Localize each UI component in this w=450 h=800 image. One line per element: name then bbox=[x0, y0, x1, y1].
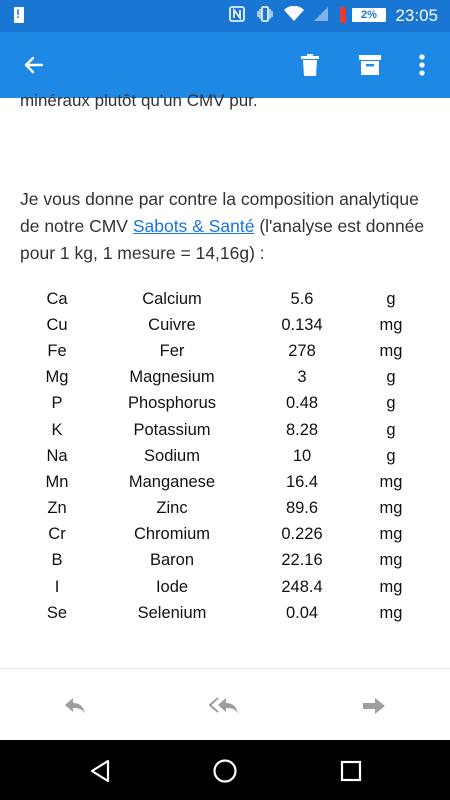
element-name: Zinc bbox=[156, 499, 188, 518]
element-unit: mg bbox=[379, 603, 403, 622]
table-row bbox=[20, 522, 428, 548]
element-unit: mg bbox=[379, 499, 403, 518]
element-name: Chromium bbox=[133, 525, 211, 544]
element-name: Manganese bbox=[128, 472, 216, 491]
archive-button[interactable] bbox=[352, 47, 388, 83]
signal-icon bbox=[312, 6, 330, 24]
element-unit: g bbox=[386, 368, 396, 387]
element-symbol: I bbox=[54, 577, 60, 596]
element-value: 0.48 bbox=[285, 394, 319, 413]
table-row bbox=[20, 365, 428, 391]
battery-alert-icon bbox=[340, 7, 346, 23]
table-row bbox=[20, 469, 428, 495]
element-unit: g bbox=[386, 446, 396, 465]
paragraph-text-start: Je vous donne par contre la composition analytique de notre CMV bbox=[20, 189, 419, 236]
element-name: Potassium bbox=[133, 420, 211, 439]
element-name: Sodium bbox=[144, 446, 200, 465]
table-row bbox=[20, 338, 428, 364]
element-value: 0.04 bbox=[285, 603, 319, 622]
status-bar bbox=[0, 0, 450, 32]
element-name: Phosphorus bbox=[127, 394, 217, 413]
element-value: 10 bbox=[292, 446, 312, 465]
element-value: 89.6 bbox=[285, 499, 319, 518]
alert-icon bbox=[14, 7, 24, 23]
element-symbol: P bbox=[51, 394, 63, 413]
paragraph-text-end: (l'analyse est donnée pour 1 kg, 1 mesure = 14,16g) : bbox=[20, 216, 425, 263]
nfc-icon bbox=[228, 6, 246, 24]
element-unit: g bbox=[386, 394, 396, 413]
element-symbol: Mn bbox=[45, 472, 69, 491]
composition-table bbox=[20, 286, 428, 626]
reply-button[interactable] bbox=[55, 690, 95, 722]
element-name: Magnesium bbox=[129, 368, 215, 387]
navigation-bar bbox=[0, 740, 450, 800]
element-value: 3 bbox=[297, 368, 307, 387]
delete-button[interactable] bbox=[292, 47, 328, 83]
trash-icon bbox=[300, 54, 320, 76]
element-value: 22.16 bbox=[281, 551, 323, 570]
element-name: Cuivre bbox=[148, 315, 196, 334]
wifi-icon bbox=[284, 6, 302, 24]
clock: 23:05 bbox=[395, 6, 438, 25]
table-row bbox=[20, 391, 428, 417]
element-symbol: Mg bbox=[45, 368, 69, 387]
reply-icon bbox=[63, 696, 87, 716]
arrow-left-icon bbox=[22, 53, 46, 77]
element-symbol: K bbox=[51, 420, 63, 439]
divider bbox=[0, 668, 450, 669]
element-symbol: Cr bbox=[48, 525, 66, 544]
element-unit: mg bbox=[379, 341, 403, 360]
element-symbol: Na bbox=[46, 446, 68, 465]
element-name: Selenium bbox=[137, 603, 207, 622]
element-unit: mg bbox=[379, 315, 403, 334]
home-circle-icon bbox=[212, 758, 238, 784]
table-row bbox=[20, 600, 428, 626]
status-icons bbox=[228, 6, 330, 24]
forward-button[interactable] bbox=[354, 690, 394, 722]
element-name: Iode bbox=[155, 577, 189, 596]
nav-back-button[interactable] bbox=[85, 756, 115, 786]
nav-recents-button[interactable] bbox=[336, 756, 366, 786]
element-value: 0.226 bbox=[281, 525, 323, 544]
element-value: 278 bbox=[288, 341, 316, 360]
element-symbol: Fe bbox=[47, 341, 67, 360]
element-name: Calcium bbox=[142, 289, 202, 308]
partial-text-line: minéraux plutôt qu'un CMV pur. bbox=[20, 91, 258, 110]
element-unit: mg bbox=[379, 577, 403, 596]
more-vertical-icon bbox=[419, 54, 425, 76]
element-unit: mg bbox=[379, 525, 403, 544]
element-unit: mg bbox=[379, 551, 403, 570]
element-symbol: Se bbox=[46, 603, 68, 622]
more-options-button[interactable] bbox=[404, 47, 440, 83]
battery-indicator: 2% bbox=[352, 8, 386, 22]
reply-all-icon bbox=[209, 696, 241, 716]
message-actions bbox=[0, 680, 450, 732]
sabots-sante-link[interactable]: Sabots & Santé bbox=[132, 216, 255, 236]
table-row bbox=[20, 417, 428, 443]
table-row bbox=[20, 312, 428, 338]
table-row bbox=[20, 286, 428, 312]
reply-all-button[interactable] bbox=[205, 690, 245, 722]
element-unit: g bbox=[386, 289, 396, 308]
table-row bbox=[20, 443, 428, 469]
element-value: 0.134 bbox=[281, 315, 323, 334]
element-symbol: Zn bbox=[47, 499, 67, 518]
nav-home-button[interactable] bbox=[210, 756, 240, 786]
back-button[interactable] bbox=[16, 47, 52, 83]
element-unit: mg bbox=[379, 472, 403, 491]
back-triangle-icon bbox=[89, 759, 111, 783]
element-value: 8.28 bbox=[285, 420, 319, 439]
element-value: 5.6 bbox=[290, 289, 314, 308]
element-value: 16.4 bbox=[285, 472, 319, 491]
vibrate-icon bbox=[256, 6, 274, 24]
element-symbol: Ca bbox=[46, 289, 68, 308]
composition-paragraph bbox=[20, 186, 432, 267]
app-bar bbox=[0, 32, 450, 98]
element-unit: g bbox=[386, 420, 396, 439]
recents-square-icon bbox=[340, 760, 362, 782]
table-row bbox=[20, 548, 428, 574]
table-row bbox=[20, 496, 428, 522]
table-row bbox=[20, 574, 428, 600]
element-value: 248.4 bbox=[281, 577, 323, 596]
element-symbol: Cu bbox=[46, 315, 68, 334]
element-name: Baron bbox=[149, 551, 195, 570]
forward-icon bbox=[361, 696, 387, 716]
archive-icon bbox=[358, 54, 382, 76]
element-name: Fer bbox=[159, 341, 185, 360]
element-symbol: B bbox=[51, 551, 63, 570]
